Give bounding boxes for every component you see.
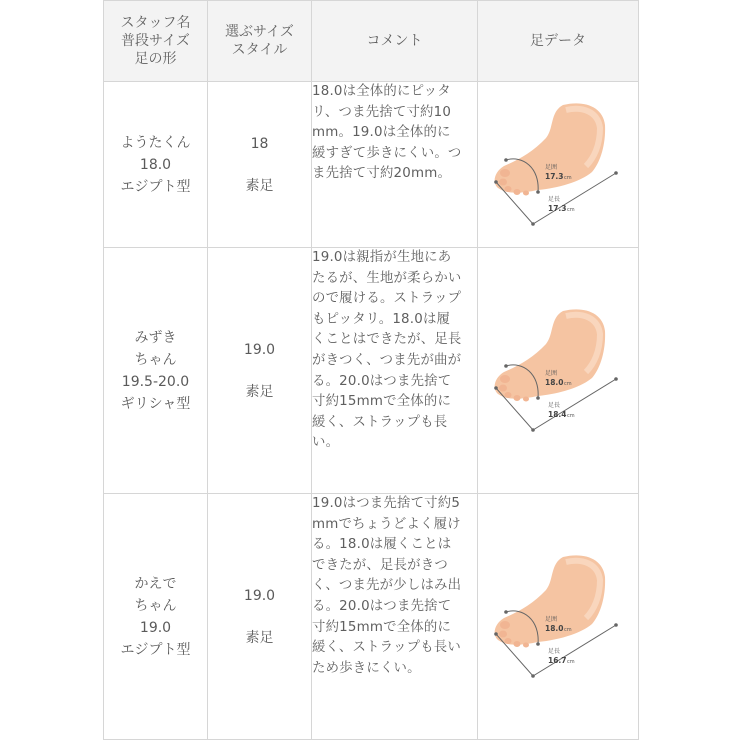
length-caption: 足長 <box>548 195 561 203</box>
style-label: 素足 <box>245 177 274 194</box>
svg-text:cm: cm <box>564 626 572 633</box>
table-row <box>104 494 639 740</box>
fitting-table <box>103 0 639 740</box>
chosen-size: 18 <box>250 135 269 152</box>
comment-cell: 18.0は全体的にピッタリ、つま先捨て寸約10mm。19.0は全体的に緩すぎて歩きにくい。つま先捨て寸約20mm。 <box>312 82 478 248</box>
style-cell <box>208 494 312 740</box>
foot-diagram <box>488 100 628 230</box>
length-value: 17.3 <box>548 203 567 213</box>
header-row <box>104 1 639 82</box>
length-caption: 足長 <box>548 647 561 655</box>
staff-cell: みずき ちゃん 19.5-20.0 ギリシャ型 <box>104 248 208 494</box>
girth-caption: 足囲 <box>545 369 558 377</box>
length-value: 18.4 <box>548 409 567 419</box>
staff-cell: ようたくん 18.0 エジプト型 <box>104 82 208 248</box>
girth-value: 18.0 <box>545 377 564 387</box>
comment-cell: 19.0はつま先捨て寸約5mmでちょうどよく履ける。18.0は履くことはできたが、足長がきつく、つま先が少しはみ出る。20.0はつま先捨て寸約15mmで全体的に緩く、ストラップも長いため歩きにくい。 <box>312 494 478 740</box>
header-foot-data: 足データ <box>478 1 639 82</box>
svg-text:cm: cm <box>567 658 575 665</box>
chosen-size: 19.0 <box>243 587 276 604</box>
girth-caption: 足囲 <box>545 615 558 623</box>
foot-data-cell <box>478 248 639 494</box>
svg-text:cm: cm <box>567 206 575 213</box>
foot-diagram <box>488 306 628 436</box>
table-row <box>104 82 639 248</box>
chosen-size: 19.0 <box>243 341 276 358</box>
length-caption: 足長 <box>548 401 561 409</box>
style-label: 素足 <box>245 629 274 646</box>
girth-value: 18.0 <box>545 623 564 633</box>
foot-data-cell <box>478 494 639 740</box>
header-staff: スタッフ名 普段サイズ 足の形 <box>104 1 208 82</box>
style-cell <box>208 82 312 248</box>
svg-text:cm: cm <box>567 412 575 419</box>
svg-text:cm: cm <box>564 380 572 387</box>
length-value: 16.7 <box>548 655 567 665</box>
foot-diagram <box>488 552 628 682</box>
svg-text:cm: cm <box>564 174 572 181</box>
toe-icon <box>500 375 510 383</box>
header-style: 選ぶサイズ スタイル <box>208 1 312 82</box>
comment-cell: 19.0は親指が生地にあたるが、生地が柔らかいので履ける。ストラップもピッタリ。18.0は履くことはできたが、足長がきつく、つま先が曲がる。20.0はつま先捨て寸約15mmで全体的に緩く、ストラップも長い。 <box>312 248 478 494</box>
girth-value: 17.3 <box>545 171 564 181</box>
toe-icon <box>500 169 510 177</box>
foot-data-cell <box>478 82 639 248</box>
girth-caption: 足囲 <box>545 163 558 171</box>
toe-icon <box>500 621 510 629</box>
style-label: 素足 <box>245 383 274 400</box>
staff-cell: かえで ちゃん 19.0 エジプト型 <box>104 494 208 740</box>
style-cell <box>208 248 312 494</box>
table-row <box>104 248 639 494</box>
header-comment: コメント <box>312 1 478 82</box>
